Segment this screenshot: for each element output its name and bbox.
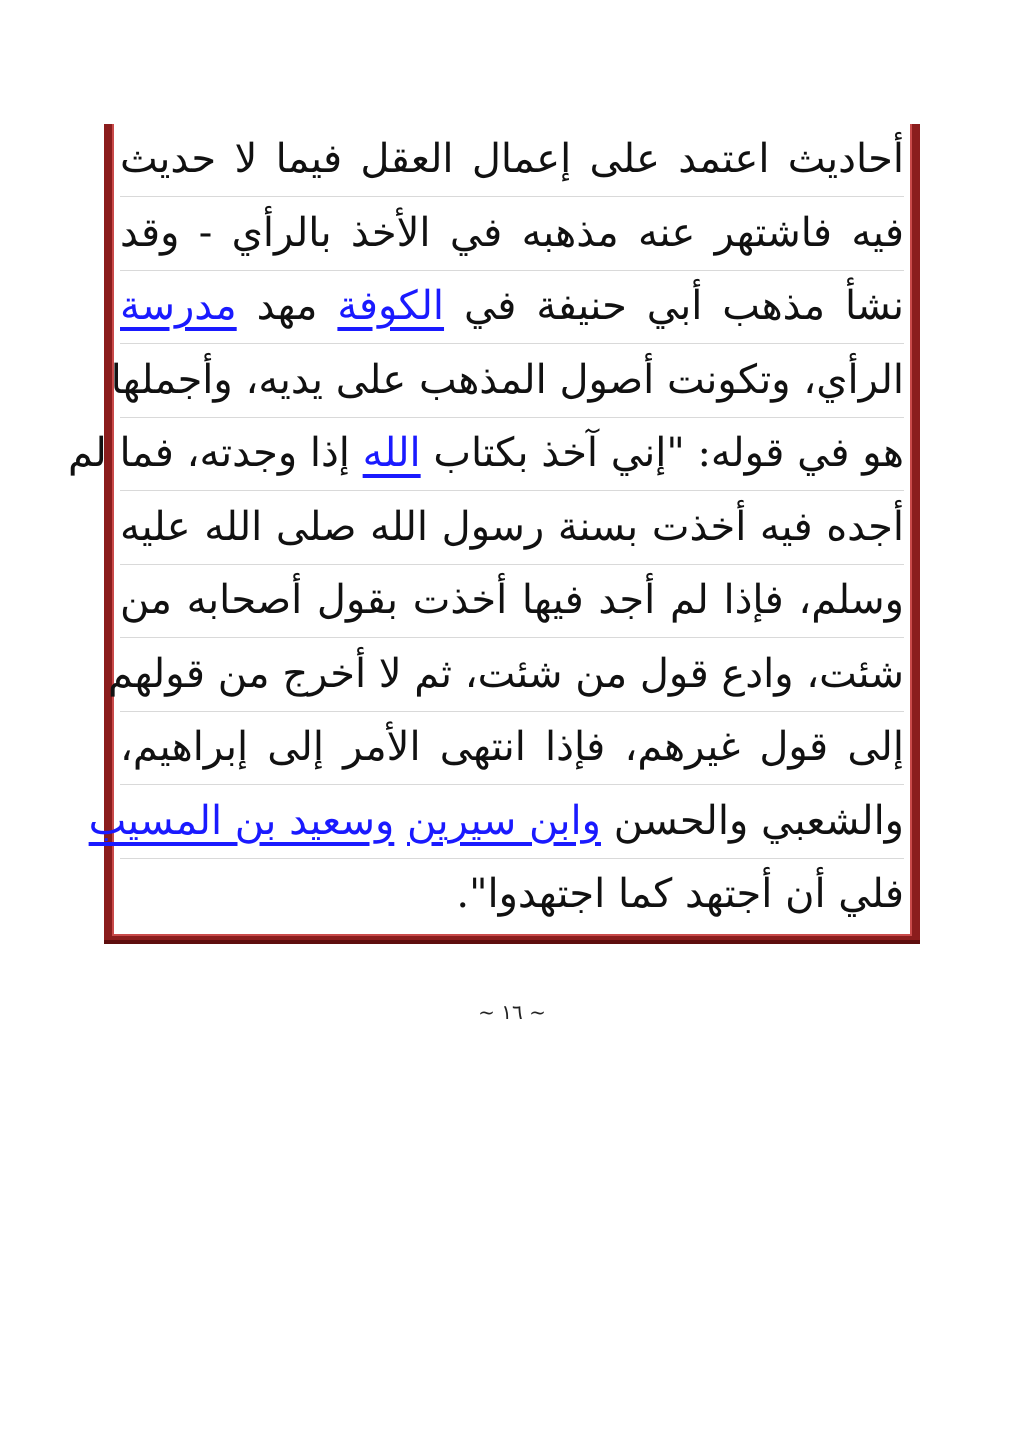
text-link[interactable]: وسعيد بن المسيب — [88, 797, 395, 844]
line-divider — [120, 417, 904, 418]
text-line — [107, 641, 904, 707]
line-divider — [120, 784, 904, 785]
text-line — [120, 494, 904, 560]
line-divider — [120, 196, 904, 197]
page-number: ~ ١٦ ~ — [478, 1000, 546, 1024]
text-line — [120, 714, 904, 780]
text-line — [120, 861, 904, 927]
page-border-bottom-shadow — [104, 940, 920, 944]
line-divider — [120, 637, 904, 638]
text-segment: الرأي، وتكونت أصول المذهب على يديه، وأجملها — [110, 356, 904, 403]
body-text — [67, 124, 905, 932]
text-line — [120, 567, 904, 633]
text-line — [67, 420, 904, 486]
text-link[interactable]: الكوفة — [337, 283, 445, 329]
text-segment: إذا وجدته، فما لم — [67, 430, 363, 476]
line-divider — [120, 711, 904, 712]
line-divider — [120, 343, 904, 344]
text-segment: فيه فاشتهر عنه مذهبه في الأخذ بالرأي - وقد — [120, 209, 904, 256]
text-segment: إلى قول غيرهم، فإذا انتهى الأمر إلى إبراهيم، — [120, 724, 904, 770]
text-segment: وسلم، فإذا لم أجد فيها أخذت بقول أصحابه من — [120, 577, 904, 623]
line-divider — [120, 270, 904, 271]
text-segment: شئت، وادع قول من شئت، ثم لا أخرج من قولهم — [107, 650, 904, 697]
text-segment — [394, 798, 407, 844]
text-segment: فلي أن أجتهد كما اجتهدوا". — [456, 871, 904, 917]
text-segment: أحاديث اعتمد على إعمال العقل فيما لا حديث — [120, 136, 904, 182]
text-segment: نشأ مذهب أبي حنيفة في — [444, 283, 905, 329]
text-link[interactable]: مدرسة — [120, 283, 237, 329]
text-link[interactable]: وابن سيرين — [407, 797, 601, 844]
text-line — [110, 347, 904, 413]
text-line — [120, 273, 904, 339]
text-line — [120, 126, 904, 192]
text-segment: أجده فيه أخذت بسنة رسول الله صلى الله عليه — [120, 503, 904, 550]
text-segment: هو في قوله: "إني آخذ بكتاب — [420, 430, 904, 476]
line-divider — [120, 564, 904, 565]
line-divider — [120, 490, 904, 491]
text-line — [120, 200, 904, 266]
text-link[interactable]: الله — [362, 430, 421, 476]
text-segment: والشعبي والحسن — [600, 797, 904, 844]
line-divider — [120, 858, 904, 859]
text-segment: مهد — [236, 283, 338, 329]
text-line — [88, 788, 904, 854]
